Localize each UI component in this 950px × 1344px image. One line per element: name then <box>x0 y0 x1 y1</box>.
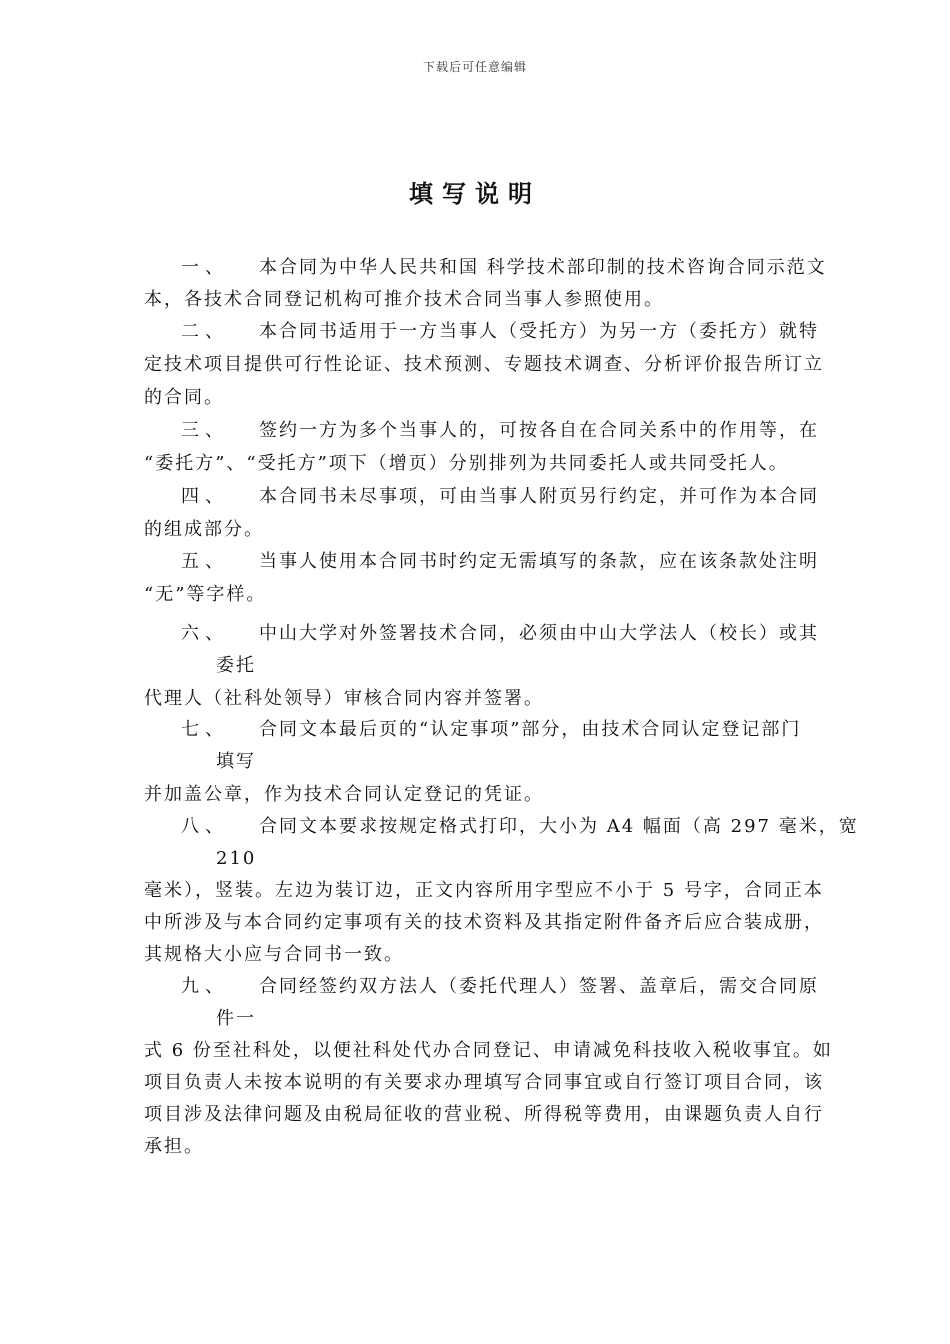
item-text-line: 项目负责人未按本说明的有关要求办理填写合同事宜或自行签订项目合同，该 <box>144 1072 824 1093</box>
item-text-line: 210 <box>216 848 257 869</box>
item-text-line: 式 6 份至社科处，以便社科处代办合同登记、申请减免科技收入税收事宜。如 <box>144 1040 833 1061</box>
item-text-line: 其规格大小应与合同书一致。 <box>144 944 404 965</box>
item-text-line: 件一 <box>216 1008 256 1029</box>
document-title: 填写说明 <box>409 180 541 208</box>
item-text-line: 承担。 <box>144 1136 204 1157</box>
item-number: 四、 <box>181 486 229 507</box>
item-text-line: 合同文本要求按规定格式打印，大小为 A4 幅面（高 297 毫米，宽 <box>259 816 859 837</box>
item-number: 八、 <box>181 816 229 837</box>
item-number: 一、 <box>181 257 229 278</box>
item-text-line: 填写 <box>216 751 256 772</box>
item-text-line: 合同文本最后页的“认定事项”部分，由技术合同认定登记部门 <box>259 719 802 740</box>
item-number: 二、 <box>181 321 229 342</box>
item-number: 六、 <box>181 623 229 644</box>
item-text-line: 当事人使用本合同书时约定无需填写的条款，应在该条款处注明 <box>259 551 819 572</box>
item-text-line: 委托 <box>216 655 256 676</box>
item-text-line: 中所涉及与本合同约定事项有关的技术资料及其指定附件备齐后应合装成册， <box>144 912 824 933</box>
item-number: 九、 <box>181 976 229 997</box>
item-text-line: “委托方”、“受托方”项下（增页）分别排列为共同委托人或共同受托人。 <box>144 453 789 474</box>
item-number: 七、 <box>181 719 229 740</box>
item-text-line: 的合同。 <box>144 387 224 408</box>
item-text-line: 定技术项目提供可行性论证、技术预测、专题技术调查、分析评价报告所订立 <box>144 354 824 375</box>
item-text-line: 本合同书适用于一方当事人（受托方）为另一方（委托方）就特 <box>259 321 819 342</box>
item-text-line: 合同经签约双方法人（委托代理人）签署、盖章后，需交合同原 <box>259 976 819 997</box>
item-text-line: 代理人（社科处领导）审核合同内容并签署。 <box>144 688 544 709</box>
header-note: 下载后可任意编辑 <box>422 60 527 74</box>
item-text-line: 并加盖公章，作为技术合同认定登记的凭证。 <box>144 784 544 805</box>
item-text-line: 本合同书未尽事项，可由当事人附页另行约定，并可作为本合同 <box>259 486 819 507</box>
item-text-line: 本合同为中华人民共和国 科学技术部印制的技术咨询合同示范文 <box>259 257 827 278</box>
item-number: 三、 <box>181 420 229 441</box>
item-text-line: 本，各技术合同登记机构可推介技术合同当事人参照使用。 <box>144 289 664 310</box>
item-text-line: 的组成部分。 <box>144 519 264 540</box>
item-text-line: 毫米），竖装。左边为装订边，正文内容所用字型应不小于 5 号字，合同正本 <box>144 880 824 901</box>
item-text-line: 中山大学对外签署技术合同，必须由中山大学法人（校长）或其 <box>259 623 819 644</box>
item-text-line: “无”等字样。 <box>144 584 267 605</box>
item-number: 五、 <box>181 551 229 572</box>
item-text-line: 签约一方为多个当事人的，可按各自在合同关系中的作用等，在 <box>259 420 819 441</box>
item-text-line: 项目涉及法律问题及由税局征收的营业税、所得税等费用，由课题负责人自行 <box>144 1104 824 1125</box>
